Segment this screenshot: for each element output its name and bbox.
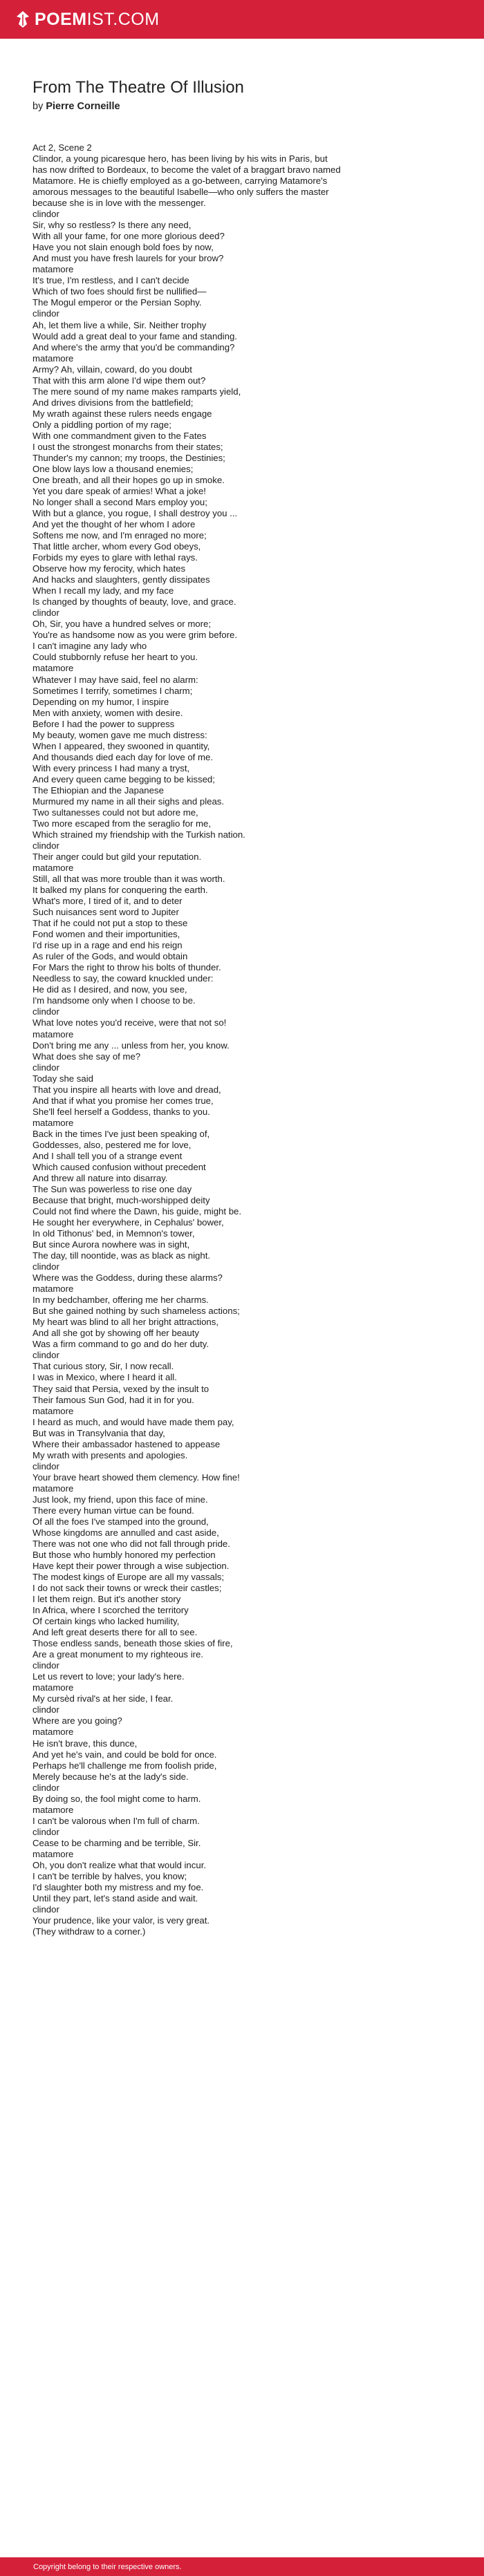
poem-line: Yet you dare speak of armies! What a joke! [32,485,206,496]
poem-line: The mere sound of my name makes ramparts yield, [32,386,241,397]
poem-line: Are a great monument to my righteous ire. [32,1649,204,1660]
poem-line: I was in Mexico, where I heard it all. [32,1372,177,1383]
poem-line: matamore [32,264,74,275]
poem-line: matamore [32,1117,74,1128]
poem-line: Observe how my ferocity, which hates [32,563,186,574]
poem-line: My wrath with presents and apologies. [32,1449,188,1460]
poem-title: From The Theatre Of Illusion [32,78,244,97]
poem-line: clindor [32,209,59,220]
poem-line: That with this arm alone I'd wipe them out? [32,375,206,386]
site-logo[interactable] [15,10,160,30]
poem-line: amorous messages to the beautiful Isabelle—who only suffers the master [32,187,329,198]
poem-line: clindor [32,1350,59,1361]
poem-line: It's true, I'm restless, and I can't decide [32,275,189,286]
poem-line: matamore [32,863,74,874]
poem-line: Whose kingdoms are annulled and cast aside, [32,1527,219,1538]
poem-line: clindor [32,1006,59,1017]
poem-line: Your brave heart showed them clemency. How fine! [32,1472,240,1483]
poem-line: (They withdraw to a corner.) [32,1926,146,1937]
poem-line: I can't be valorous when I'm full of charm. [32,1815,200,1826]
poem-line: By doing so, the fool might come to harm. [32,1793,201,1804]
poem-line: Men with anxiety, women with desire. [32,707,183,718]
poem-line: Two sultanesses could not but adore me, [32,807,198,818]
poem-line: clindor [32,308,59,319]
quill-icon [15,10,30,28]
poem-line: Goddesses, also, pestered me for love, [32,1139,192,1150]
poem-line: Thunder's my cannon; my troops, the Destinies; [32,452,225,463]
poem-line: My cursèd rival's at her side, I fear. [32,1693,174,1704]
poem-line: Whatever I may have said, feel no alarm: [32,674,198,685]
poem-line: What's more, I tired of it, and to deter [32,896,183,907]
poem-line: With but a glance, you rogue, I shall destroy you ... [32,508,238,519]
poem-line: Have kept their power through a wise subjection. [32,1561,230,1571]
poem-line: In old Tithonus' bed, in Memnon's tower, [32,1228,195,1239]
poem-line: Clindor, a young picaresque hero, has been living by his wits in Paris, but [32,153,328,164]
poem-line: Don't bring me any ... unless from her, you know. [32,1040,230,1051]
poem-line: My wrath against these rulers needs engage [32,408,212,419]
poem-line: Until they part, let's stand aside and wait. [32,1892,198,1903]
poem-line: has now drifted to Bordeaux, to become the valet of a braggart bravo named [32,164,341,176]
poem-line: And drives divisions from the battlefield; [32,397,194,408]
poem-line: No longer shall a second Mars employ you; [32,497,207,507]
poem-line: Just look, my friend, upon this face of mine. [32,1494,208,1505]
by-label: by [32,101,44,112]
poem-line: matamore [32,1483,74,1494]
poem-line: Which strained my friendship with the Turkish nation. [32,829,245,840]
poem-line: I can't imagine any lady who [32,641,147,652]
poem-line: Could not find where the Dawn, his guide, might be. [32,1206,242,1216]
poem-line: Still, all that was more trouble than it was worth. [32,874,225,885]
poem-line: Act 2, Scene 2 [32,142,92,153]
footer-bar [0,2557,484,2576]
poem-line: And thousands died each day for love of me. [32,751,213,762]
poem-line: And I shall tell you of a strange event [32,1150,183,1161]
poem-line: I'd slaughter both my mistress and my foe. [32,1881,204,1892]
poem-line: Matamore. He is chiefly employed as a go-between, carrying Matamore's [32,176,328,187]
poem-line: matamore [32,1028,74,1040]
poem-line: I can't be terrible by halves, you know; [32,1870,187,1881]
author-name[interactable]: Pierre Corneille [46,101,120,112]
poem-line: My beauty, women gave me much distress: [32,729,207,740]
poem-line: And that if what you promise her comes true, [32,1095,214,1106]
poem-line: That if he could not put a stop to these [32,918,188,929]
poem-line: Cease to be charming and be terrible, Sir. [32,1837,201,1848]
poem-line: Softens me now, and I'm enraged no more; [32,530,207,541]
poem-line: Their famous Sun God, had it in for you. [32,1394,194,1405]
poem-line: Today she said [32,1073,93,1084]
poem-line: because she is in love with the messenger. [32,198,206,209]
poem-line: But was in Transylvania that day, [32,1427,165,1438]
poem-line: With every princess I had many a tryst, [32,762,190,773]
poem-line: Because that bright, much-worshipped deity [32,1194,210,1205]
poem-line: Depending on my humor, I inspire [32,696,169,707]
poem-line: The modest kings of Europe are all my vassals; [32,1572,225,1583]
poem-line: It balked my plans for conquering the earth. [32,885,208,896]
poem-line: There every human virtue can be found. [32,1505,194,1516]
poem-line: I'd rise up in a rage and end his reign [32,940,183,951]
poem-line: Merely because he's at the lady's side. [32,1771,189,1782]
poem-line: When I appeared, they swooned in quantity, [32,740,210,751]
poem-line: Sometimes I terrify, sometimes I charm; [32,685,193,696]
poem-line: Fond women and their importunities, [32,929,180,940]
poem-line: Have you not slain enough bold foes by now, [32,242,214,253]
poem-line: And hacks and slaughters, gently dissipates [32,574,210,585]
poem-line: And left great deserts there for all to see. [32,1627,198,1638]
poem-line: matamore [32,1727,74,1738]
poem-line: Perhaps he'll challenge me from foolish pride, [32,1760,217,1771]
poem-line: Which of two foes should first be nullified— [32,286,207,297]
poem-line: Your prudence, like your valor, is very great. [32,1915,210,1926]
poem-line: Let us revert to love; your lady's here. [32,1671,185,1682]
poem-line: matamore [32,1804,74,1815]
poem-line: What does she say of me? [32,1051,141,1062]
poem-line: clindor [32,840,59,851]
poem-line: Oh, you don't realize what that would incur. [32,1859,207,1870]
poem-line: That you inspire all hearts with love and dread, [32,1084,221,1095]
poem-line: He isn't brave, this dunce, [32,1738,138,1749]
poem-line: Where their ambassador hastened to appease [32,1438,221,1449]
poem-line: And yet the thought of her whom I adore [32,519,196,530]
poem-line: One blow lays low a thousand enemies; [32,463,194,474]
poem-line: Which caused confusion without precedent [32,1161,206,1172]
poem-line: Where are you going? [32,1715,122,1727]
poem-line: Only a piddling portion of my rage; [32,419,171,430]
poem-line: That little archer, whom every God obeys, [32,541,201,552]
poem-line: matamore [32,352,74,364]
poem-line: For Mars the right to throw his bolts of thunder. [32,962,221,973]
poem-line: My heart was blind to all her bright attractions, [32,1317,219,1328]
poem-line: I oust the strongest monarchs from their states; [32,441,223,452]
poem-line: clindor [32,1660,59,1671]
poem-line: And yet he's vain, and could be bold for once. [32,1749,217,1760]
poem-line: clindor [32,1062,59,1073]
poem-line: With one commandment given to the Fates [32,430,207,441]
poem-line: Could stubbornly refuse her heart to you. [32,652,198,663]
poem-line: Would add a great deal to your fame and standing. [32,330,237,341]
top-bar [0,0,484,39]
poem-line: I let them reign. But it's another story [32,1594,181,1605]
poem-line: matamore [32,1682,74,1693]
poem-line: clindor [32,1460,59,1472]
poem-line: Of certain kings who lacked humility, [32,1616,180,1627]
poem-line: She'll feel herself a Goddess, thanks to you. [32,1106,210,1117]
poem-body [32,142,454,1937]
poem-line: The day, till noontide, was as black as night. [32,1250,211,1261]
poem-line: matamore [32,1848,74,1859]
byline [32,101,454,112]
poem-line: They said that Persia, vexed by the insult to [32,1383,210,1394]
poem-line: And every queen came begging to be kissed; [32,773,215,784]
poem-line: But she gained nothing by such shameless actions; [32,1306,240,1317]
poem-line: In Africa, where I scorched the territory [32,1605,189,1616]
poem-line: Is changed by thoughts of beauty, love, and grace. [32,596,236,608]
poem-line: Was a firm command to go and do her duty. [32,1339,210,1350]
poem-line: But since Aurora nowhere was in sight, [32,1239,190,1250]
poem-line: Those endless sands, beneath those skies of fire, [32,1638,233,1649]
poem-line: When I recall my lady, and my face [32,585,174,596]
poem-line: The Ethiopian and the Japanese [32,784,164,796]
poem-content [32,77,454,1937]
poem-line: In my bedchamber, offering me her charms. [32,1295,209,1306]
poem-line: As ruler of the Gods, and would obtain [32,951,188,962]
poem-line: Ah, let them live a while, Sir. Neither trophy [32,319,207,330]
poem-line: The Sun was powerless to rise one day [32,1183,192,1194]
logo-text-light: IST.COM [86,9,160,29]
poem-line: The Mogul emperor or the Persian Sophy. [32,297,202,308]
poem-line: He sought her everywhere, in Cephalus' bower, [32,1217,224,1228]
poem-line: And threw all nature into disarray. [32,1172,168,1183]
poem-line: I heard as much, and would have made them pay, [32,1416,234,1427]
poem-line: Back in the times I've just been speaking of, [32,1128,210,1139]
poem-line: clindor [32,1704,59,1715]
poem-line: I do not sack their towns or wreck their castles; [32,1583,222,1594]
poem-line: You're as handsome now as you were grim before. [32,630,237,641]
poem-line: clindor [32,1903,59,1915]
poem-line: And where's the army that you'd be commanding? [32,341,235,352]
poem-line: I'm handsome only when I choose to be. [32,995,196,1006]
poem-line: Murmured my name in all their sighs and pleas. [32,796,225,807]
poem-line: Such nuisances sent word to Jupiter [32,907,179,918]
copyright-text: Copyright belong to their respective owners. [33,2562,182,2571]
poem-line: That curious story, Sir, I now recall. [32,1361,174,1372]
poem-line: Their anger could but gild your reputation. [32,852,202,862]
poem-line: clindor [32,1261,59,1272]
poem-line: What love notes you'd receive, were that not so! [32,1017,227,1028]
poem-line: And must you have fresh laurels for your brow? [32,253,224,264]
poem-line: There was not one who did not fall through pride. [32,1538,230,1549]
poem-line: matamore [32,663,74,674]
poem-line: Sir, why so restless? Is there any need, [32,220,192,231]
poem-line: matamore [32,1405,74,1416]
poem-line: clindor [32,608,59,619]
poem-line: Of all the foes I've stamped into the ground, [32,1516,209,1527]
poem-line: He did as I desired, and now, you see, [32,984,187,995]
poem-line: Before I had the power to suppress [32,718,175,729]
logo-text-bold: POEM [35,9,87,29]
poem-line: Forbids my eyes to glare with lethal rays. [32,552,198,563]
poem-line: But those who humbly honored my perfection [32,1549,216,1560]
poem-line: Army? Ah, villain, coward, do you doubt [32,364,192,375]
poem-line: One breath, and all their hopes go up in smoke. [32,474,225,485]
poem-line: With all your fame, for one more glorious deed? [32,231,225,242]
poem-line: clindor [32,1782,59,1793]
poem-line: clindor [32,1826,59,1837]
poem-line: Two more escaped from the seraglio for me, [32,818,211,829]
poem-line: matamore [32,1284,74,1295]
poem-line: Oh, Sir, you have a hundred selves or more; [32,619,212,630]
poem-line: Where was the Goddess, during these alarms? [32,1272,223,1284]
poem-line: Needless to say, the coward knuckled under: [32,973,214,984]
poem-line: And all she got by showing off her beauty [32,1328,199,1339]
